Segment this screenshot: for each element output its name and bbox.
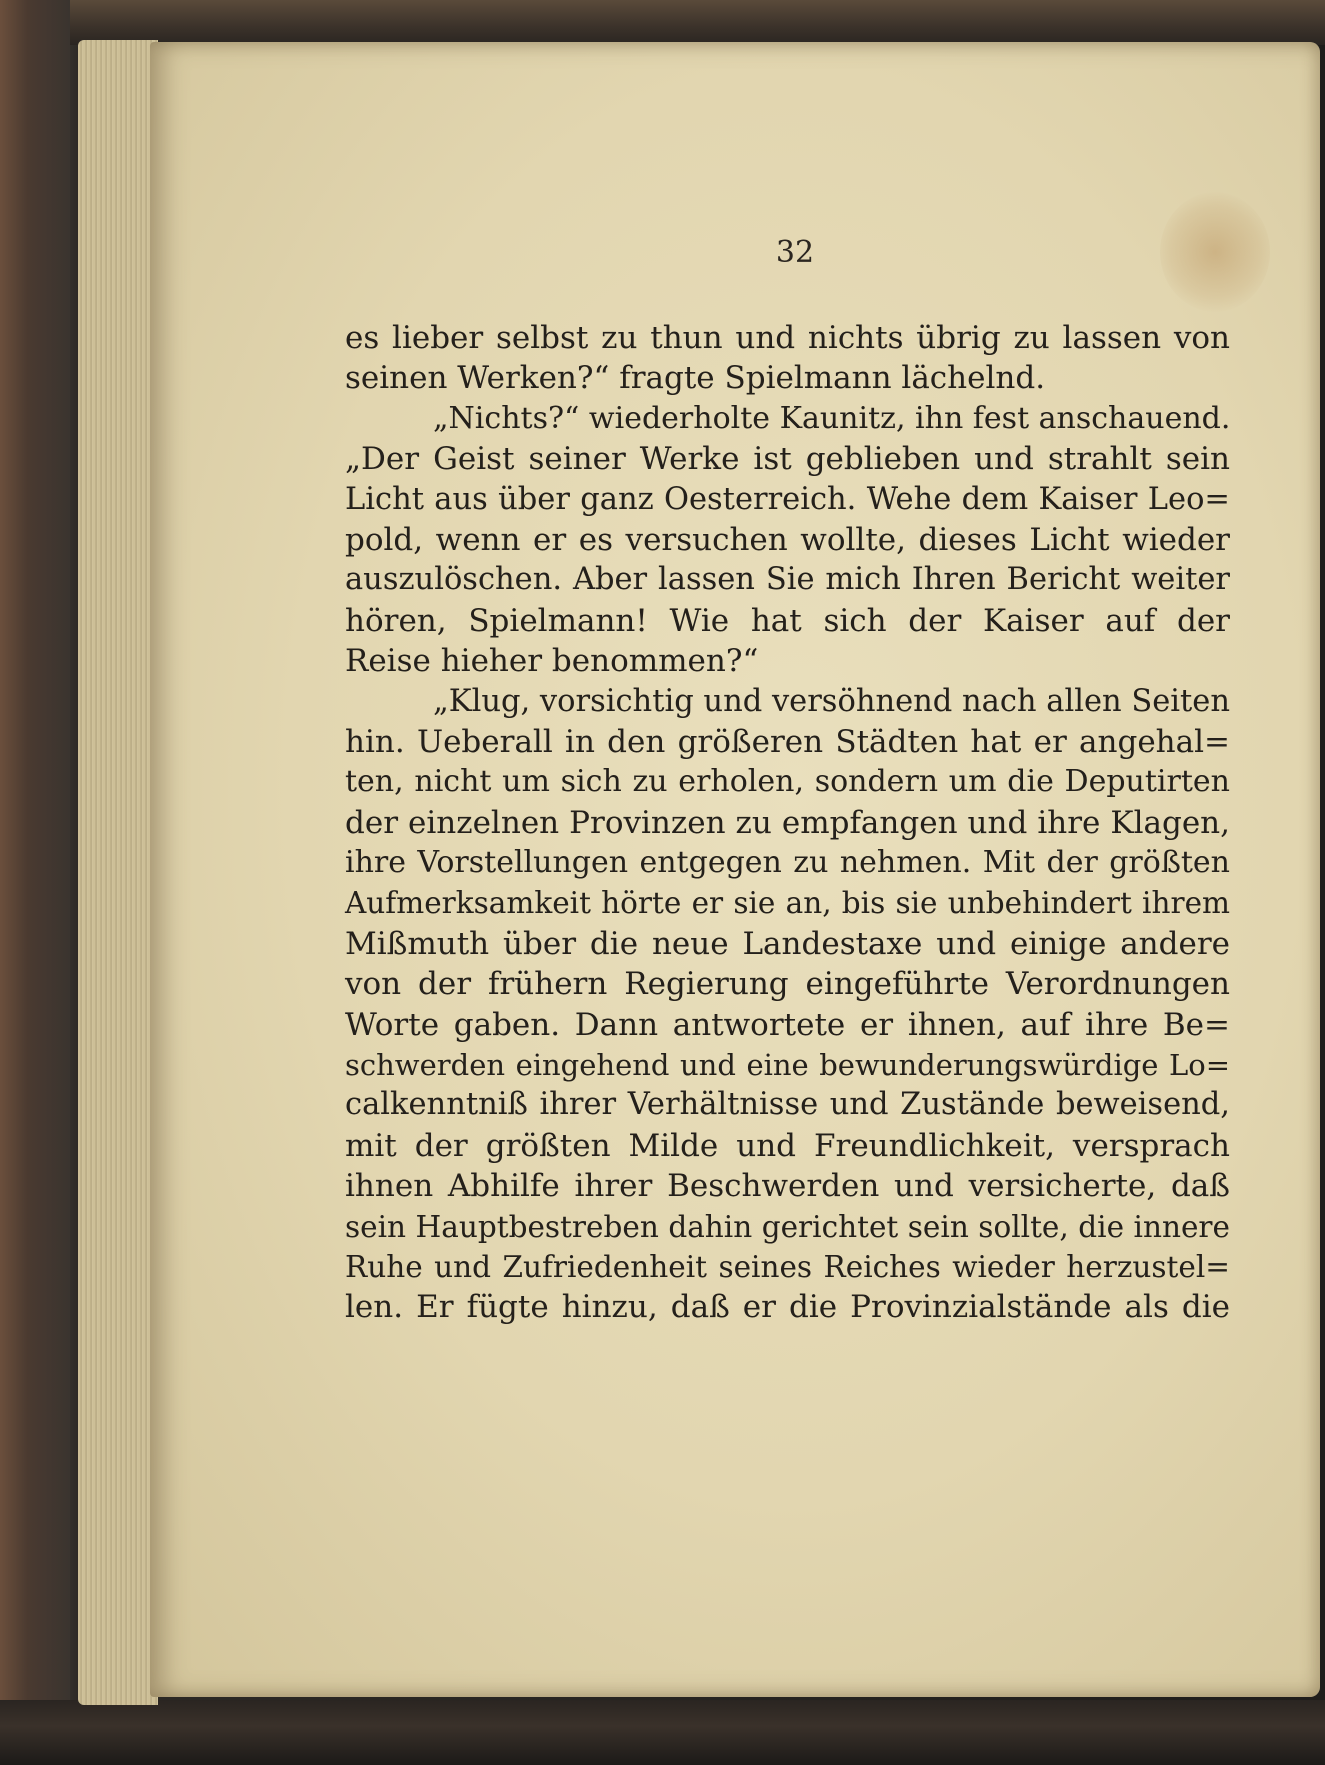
text-line: „Nichts?“ wiederholte Kaunitz, ihn fest anschauend. [433, 400, 1231, 436]
text-line: „Der Geist seiner Werke ist geblieben und strahlt sein [345, 441, 1230, 478]
text-line: hören, Spielmann! Wie hat sich der Kaiser auf der [345, 602, 1230, 639]
text-line: Ruhe und Zufriedenheit seines Reiches wieder herzustel= [345, 1249, 1230, 1284]
text-line: schwerden eingehend und eine bewunderungswürdige Lo= [345, 1048, 1230, 1083]
paper-stain [1160, 192, 1270, 312]
body-text [345, 318, 1230, 1328]
text-line: ihre Vorstellungen entgegen zu nehmen. Mit der größten [345, 845, 1230, 881]
text-line: Aufmerksamkeit hörte er sie an, bis sie unbehindert ihrem [345, 886, 1230, 921]
text-line: pold, wenn er es versuchen wollte, dieses Licht wieder [345, 521, 1230, 558]
text-line: ten, nicht um sich zu erholen, sondern um die Deputirten [345, 764, 1230, 800]
page-number: 32 [775, 235, 815, 270]
text-line: Worte gaben. Dann antwortete er ihnen, auf ihre Be= [345, 1006, 1230, 1043]
text-line: hin. Ueberall in den größeren Städten hat er angehal= [345, 723, 1230, 760]
text-line: len. Er fügte hinzu, daß er die Provinzialstände als die [345, 1289, 1230, 1326]
text-line: es lieber selbst zu thun und nichts übrig zu lassen von [345, 320, 1230, 356]
page-edges [78, 40, 158, 1705]
text-line: Mißmuth über die neue Landestaxe und einige andere [345, 925, 1230, 962]
text-line: Licht aus über ganz Oesterreich. Wehe dem Kaiser Leo= [345, 481, 1230, 517]
text-line: ihnen Abhilfe ihrer Beschwerden und versicherte, daß [345, 1168, 1230, 1205]
book-cover-top [0, 0, 1325, 45]
text-line: sein Hauptbestreben dahin gerichtet sein sollte, die innere [345, 1209, 1230, 1244]
text-line: seinen Werken?“ fragte Spielmann lächelnd. [345, 360, 1046, 397]
book-cover-bottom [0, 1700, 1325, 1765]
text-line: mit der größten Milde und Freundlichkeit, versprach [345, 1127, 1230, 1164]
text-line: auszulöschen. Aber lassen Sie mich Ihren Bericht weiter [345, 562, 1230, 598]
text-line: „Klug, vorsichtig und versöhnend nach allen Seiten [433, 683, 1230, 719]
text-line: von der frühern Regierung eingeführte Verordnungen [345, 966, 1230, 1003]
text-line: calkenntniß ihrer Verhältnisse und Zustände beweisend, [345, 1087, 1230, 1123]
text-line: Reise hieher benommen?“ [345, 643, 759, 680]
book-cover-left [0, 0, 70, 1765]
text-line: der einzelnen Provinzen zu empfangen und ihre Klagen, [345, 804, 1230, 841]
